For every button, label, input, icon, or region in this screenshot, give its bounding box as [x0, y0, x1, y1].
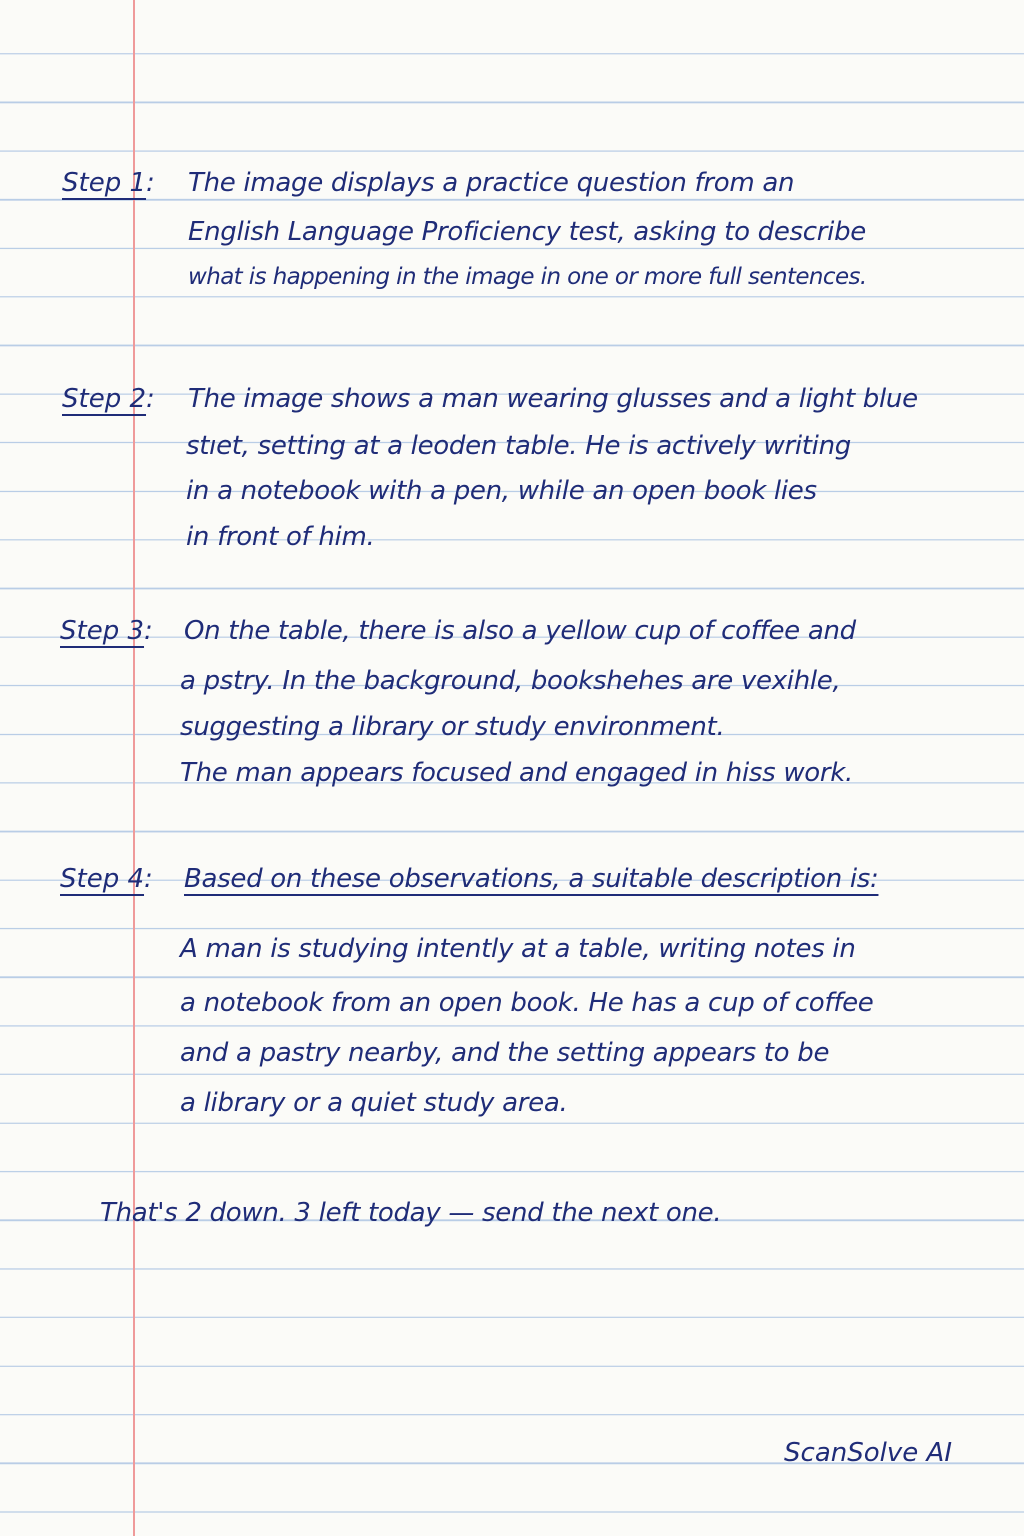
step-2-label: Step 2: [62, 384, 155, 414]
step-2-line-3: in a notebook with a pen, while an open book lies [186, 476, 817, 506]
step-1-label: Step 1: [62, 168, 155, 198]
step-2-line-4: in front of him. [186, 522, 375, 552]
step-2-line-1: The image shows a man wearing glusses and a light blue [188, 384, 918, 414]
closing-note: That's 2 down. 3 left today — send the next one. [100, 1198, 722, 1228]
step-1-line-2: English Language Proficiency test, asking to describe [188, 217, 867, 247]
step-4-line-2: a notebook from an open book. He has a cup of coffee [180, 988, 874, 1018]
step-4-line-3: and a pastry nearby, and the setting appears to be [180, 1038, 830, 1068]
step-3-line-2: a pstry. In the background, bookshehes are vexihle, [180, 666, 841, 696]
step-3-line-4: The man appears focused and engaged in hiss work. [180, 758, 854, 788]
step-3-line-1: On the table, there is also a yellow cup of coffee and [184, 616, 856, 646]
step-4-line-1: A man is studying intently at a table, writing notes in [180, 934, 856, 964]
step-1-line-3: what is happening in the image in one or more full sentences. [188, 264, 867, 290]
step-3-line-3: suggesting a library or study environment. [180, 712, 725, 742]
step-1-line-1: The image displays a practice question from an [188, 168, 795, 198]
step-2-line-2: stıet, setting at a lеoden table. He is actively writing [186, 431, 851, 461]
step-3-label: Step 3: [60, 616, 153, 646]
step-4-heading: Based on these observations, a suitable description is: [184, 864, 879, 894]
step-4-line-4: a library or a quiet study area. [180, 1088, 568, 1118]
scansolve-signature: ScanSolve AI [784, 1438, 952, 1468]
step-4-label: Step 4: [60, 864, 153, 894]
margin-line [133, 0, 135, 1536]
